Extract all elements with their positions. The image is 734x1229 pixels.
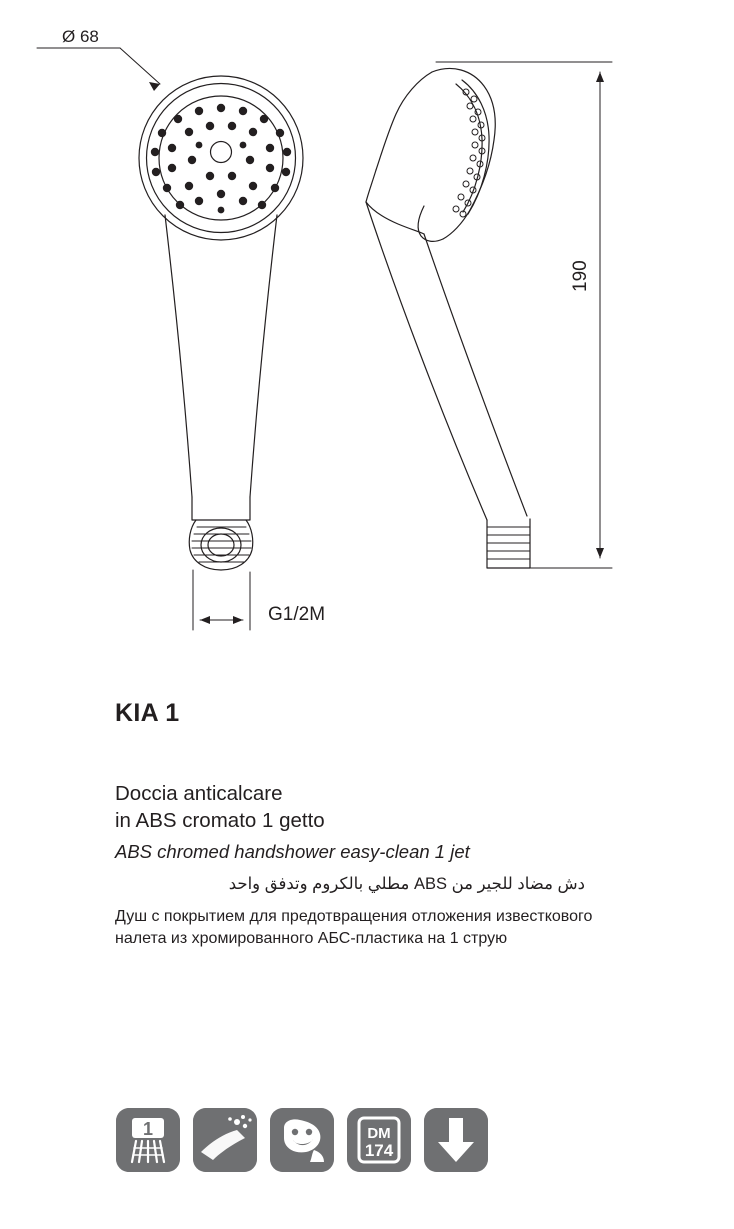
dimension-label-height: 190 <box>570 260 591 292</box>
side-head-back <box>376 72 432 170</box>
download-arrow-icon <box>424 1108 488 1172</box>
connector-bore-inner <box>208 534 234 556</box>
side-connector-threads <box>487 527 530 559</box>
thread-dimension <box>193 570 250 630</box>
side-handle-right <box>424 234 527 516</box>
jets-count-icon <box>116 1108 180 1172</box>
head-outer-circle <box>139 76 303 240</box>
product-text-block <box>115 700 695 951</box>
description-italian <box>115 780 695 834</box>
handle-left-edge <box>165 215 192 497</box>
description-italian-line1: Doccia anticalcare <box>115 781 283 805</box>
description-arabic: دش مضاد للجير من ABS مطلي بالكروم وتدفق واحد <box>228 874 585 893</box>
norm-dm-label-bottom: 174 <box>364 1141 394 1160</box>
center-nozzle <box>211 142 232 163</box>
description-italian-line2: in ABS cromato 1 getto <box>115 808 325 832</box>
side-head-back-lower <box>366 170 376 202</box>
side-head-bottom <box>418 206 443 241</box>
product-title: KIA 1 <box>115 699 180 727</box>
norm-dm-icon <box>347 1108 411 1172</box>
anticalcare-icon <box>193 1108 257 1172</box>
jets-count-label: 1 <box>142 1119 154 1139</box>
norm-dm-label-top: DM <box>367 1125 391 1142</box>
height-dimension <box>436 62 612 568</box>
side-nozzles <box>453 89 485 217</box>
feature-icon-strip <box>116 1108 488 1172</box>
dimension-label-thread: G1/2M <box>268 604 326 625</box>
connector-bore <box>201 528 241 562</box>
handle-right-edge <box>250 215 277 497</box>
side-spray-face-outline <box>462 80 489 214</box>
diameter-leader-line <box>37 48 160 91</box>
description-english: ABS chromed handshower easy-clean 1 jet <box>115 840 470 862</box>
dimension-label-diameter: Ø 68 <box>62 27 99 46</box>
spray-plate-circle <box>159 96 283 220</box>
connector-shoulder <box>192 497 250 520</box>
easy-clean-smile-icon <box>270 1108 334 1172</box>
description-russian: Душ с покрытием для предотвращения отложения известкового налета из хромированного АБС-пластика на 1 струю <box>115 908 593 948</box>
